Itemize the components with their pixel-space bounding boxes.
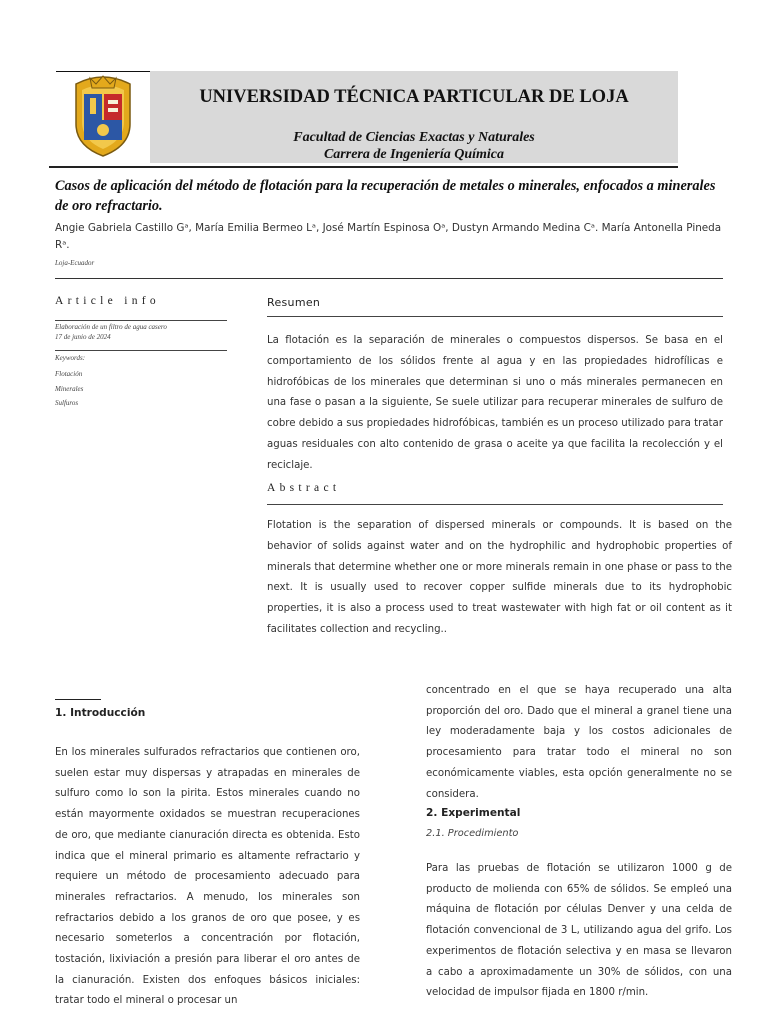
keywords-rule [55,350,227,351]
university-crest-icon [70,74,136,158]
article-info-heading: Article info [55,295,160,307]
header-divider [49,166,678,168]
abstract-heading: Abstract [267,482,341,494]
program-name: Carrera de Ingeniería Química [323,147,505,162]
paper-title: Casos de aplicación del método de flotación para la recuperación de metales o minerales, enfocados a minerales de oro refractario. [55,178,716,214]
affiliation: Loja-Ecuador [55,259,95,267]
resumen-rule [267,316,723,317]
intro-text: En los minerales sulfurados refractarios que contienen oro, suelen estar muy dispersas y atrapadas en minerales de sulfuro como lo son la pirita. Estos minerales cuando no están mayormente oxidados se muestran recuperaciones de oro, que mediante cianuración directa es obtenida. Esto indica que el mineral primario es altamente refractario y requiere un método de procesamiento adecuado para minerales refractarios. A menudo, los minerales son refractarios debido a los granos de oro que posee, y es necesario someterlos a concentración por flotación, tostación, lixiviación a presión para liberar el oro antes de la cianuración. Existen dos enfoques básicos iniciales: tratar todo el mineral o procesar un [55,747,360,1007]
intro-text-continued: concentrado en el que se haya recuperado una alta proporción del oro. Dado que el mineral a granel tiene una ley moderadamente baja y los costos adicionales de procesamiento para tratar todo el mineral no son económicamente viables, esta opción generalmente no se considera. [426,685,732,800]
keyword-item: Flotación [55,370,83,378]
article-description: Elaboración de un filtro de agua casero [55,323,167,331]
header-band [150,71,678,163]
experimental-text: Para las pruebas de flotación se utilizaron 1000 g de producto de molienda con 65% de sólidos. Se empleó una máquina de flotación por células Denver y una celda de flotación convencional de 3 L, utilizando agua del grifo. Los experimentos de flotación selectiva y en masa se llevaron a cabo a aproximadamente un 30% de sólidos, con una velocidad de impulsor fijada en 1800 r/min. [426,863,732,999]
article-info-details [55,323,167,342]
resumen-text: La flotación es la separación de minerales o compuestos dispersos. Se basa en el comportamiento de los sólidos frente al agua y en las propiedades hidrofílicas e hidrofóbicas de los minerales que determinan si uno o más minerales permanecen en una fase o pasan a la siguiente, Se suele utilizar para recuperar minerales de sulfuro de cobre debido a sus propiedades hidrofóbicas, también es un proceso utilizado para tratar aguas residuales con alto contenido de grasa o aceite ya que facilita la recolección y el reciclaje. [267,335,723,471]
abstract-rule [267,504,723,505]
faculty-name: Facultad de Ciencias Exactas y Naturales [293,130,535,145]
experimental-heading: 2. Experimental [426,807,521,819]
author-list: Angie Gabriela Castillo Gᵃ, María Emilia Bermeo Lᵃ, José Martín Espinosa Oᵃ, Dustyn Armando Medina Cᵃ. María Antonella Pineda Rᵃ. [55,222,722,251]
keyword-item: Minerales [55,384,84,393]
section-rule [55,699,101,700]
procedure-subheading: 2.1. Procedimiento [426,828,519,839]
keywords-label: Keywords: [55,354,86,362]
resumen-heading: Resumen [267,296,321,309]
university-name: UNIVERSIDAD TÉCNICA PARTICULAR DE LOJA [199,87,629,107]
article-date: 17 de junio de 2024 [55,332,111,341]
title-divider [55,278,723,279]
keywords-list [55,367,83,411]
abstract-text: Flotation is the separation of dispersed minerals or compounds. It is based on the behavior of solids against water and on the hydrophilic and hydrophobic properties of minerals that determine whether one or more minerals remain in one phase or pass to the next. It is usually used to recover copper sulfide minerals due to its hydrophobic properties, it is also a process used to treat wastewater with high fat or oil content as it facilitates collection and recycling.. [267,520,732,635]
intro-heading: 1. Introducción [55,707,146,719]
faculty-block [150,129,678,163]
article-info-rule [55,320,227,321]
university-logo [56,71,150,164]
keyword-item: Sulfuros [55,399,79,407]
